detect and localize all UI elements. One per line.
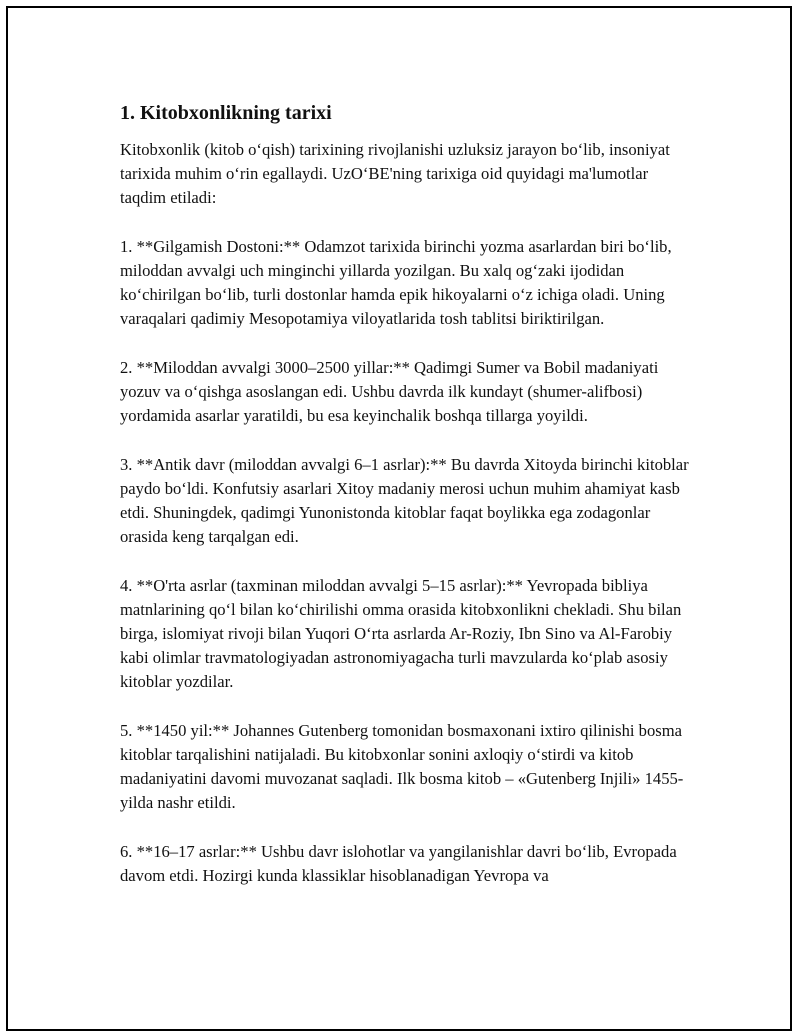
page	[6, 6, 792, 1031]
document-body	[120, 100, 690, 912]
section-heading: 1. Kitobxonlikning tarixi	[120, 102, 332, 124]
paragraph-1450: 5. **1450 yil:** Johannes Gutenberg tomonidan bosmaxonani ixtiro qilinishi bosma kitoblar tarqalishini natijaladi. Bu kitobxonlar sonini axloqiy o‘stirdi va kitob madaniyatini davomi muvozanat saqladi. Ilk bosma kitob – «Gutenberg Injili» 1455-yilda nashr etildi.	[120, 720, 684, 813]
intro-paragraph: Kitobxonlik (kitob o‘qish) tarixining rivojlanishi uzluksiz jarayon bo‘lib, insoniyat tarixida muhim o‘rin egallaydi. UzO‘BE'ning tarixiga oid quyidagi ma'lumotlar taqdim etiladi:	[120, 140, 670, 208]
paragraph-16-17-asrlar: 6. **16–17 asrlar:** Ushbu davr islohotlar va yangilanishlar davri bo‘lib, Evropada davom etdi. Hozirgi kunda klassiklar hisoblanadigan Yevropa va	[120, 841, 677, 885]
paragraph-antik: 3. **Antik davr (miloddan avvalgi 6–1 asrlar):** Bu davrda Xitoyda birinchi kitoblar paydo bo‘ldi. Konfutsiy asarlari Xitoy madaniy merosi uchun muhim ahamiyat kasb etdi. Shuningdek, qadimgi Yunonistonda kitoblar faqat boylikka ega zodagonlar orasida keng tarqalgan edi.	[120, 454, 689, 547]
paragraph-sumer: 2. **Miloddan avvalgi 3000–2500 yillar:** Qadimgi Sumer va Bobil madaniyati yozuv va o‘qishga asoslangan edi. Ushbu davrda ilk kundayt (shumer-alifbosi) yordamida asarlar yaratildi, bu esa keyinchalik boshqa tillarga yoyildi.	[120, 357, 659, 426]
paragraph-gilgamish: 1. **Gilgamish Dostoni:** Odamzot tarixida birinchi yozma asarlardan biri bo‘lib, miloddan avvalgi uch minginchi yillarda yozilgan. Bu xalq og‘zaki ijodidan ko‘chirilgan bo‘lib, turli dostonlar hamda epik hikoyalarni o‘z ichiga oladi. Uning varaqalari qadimiy Mesopotamiya viloyatlarida tosh tablitsi biriktirilgan.	[120, 236, 672, 329]
paragraph-orta-asrlar: 4. **O'rta asrlar (taxminan miloddan avvalgi 5–15 asrlar):** Yevropada bibliya matnlarining qo‘l bilan ko‘chirilishi omma orasida kitobxonlikni chekladi. Shu bilan birga, islomiyat rivoji bilan Yuqori O‘rta asrlarda Ar-Roziy, Ibn Sino va Al-Farobiy kabi olimlar travmatologiyadan astronomiyagacha turli mavzularda ko‘plab asosiy kitoblar yozdilar.	[120, 575, 682, 692]
